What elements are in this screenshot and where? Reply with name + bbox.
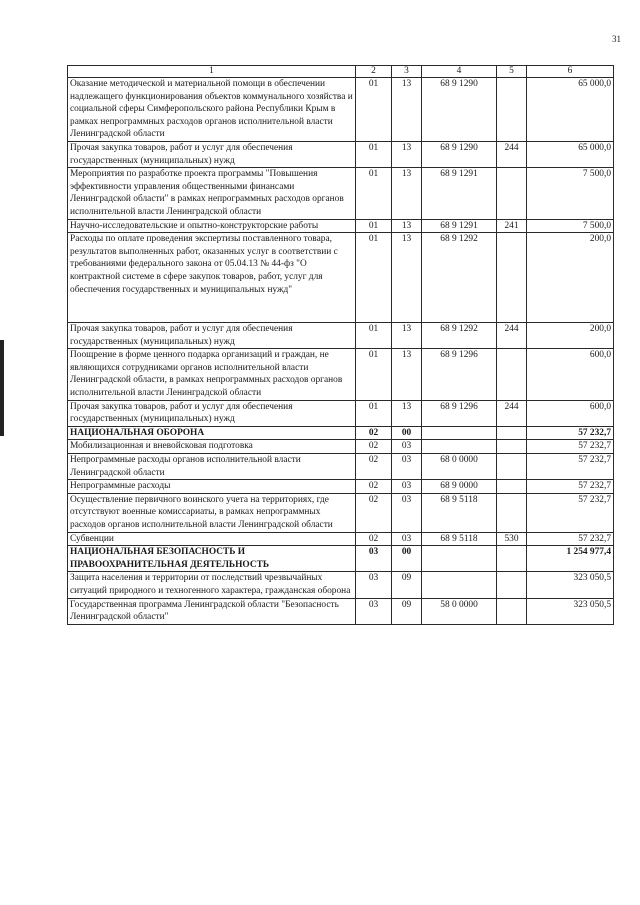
amount: 7 500,0 <box>527 168 614 219</box>
amount: 323 050,5 <box>527 572 614 598</box>
item-name: Прочая закупка товаров, работ и услуг для обеспечения государственных (муниципальных) нужд <box>68 400 356 426</box>
amount: 57 232,7 <box>527 454 614 480</box>
subsection-code: 09 <box>392 598 422 624</box>
subsection-code: 13 <box>392 233 422 323</box>
section-code: 01 <box>356 141 392 167</box>
expense-type-code <box>497 546 527 572</box>
table-row <box>68 493 614 532</box>
section-code: 02 <box>356 426 392 440</box>
subsection-code: 03 <box>392 440 422 454</box>
expense-type-code <box>497 349 527 400</box>
section-code: 01 <box>356 233 392 323</box>
expense-type-code: 241 <box>497 219 527 233</box>
section-code: 01 <box>356 349 392 400</box>
amount: 600,0 <box>527 349 614 400</box>
expense-type-code <box>497 493 527 532</box>
target-article-code: 68 9 1291 <box>422 168 497 219</box>
item-name: Непрограммные расходы <box>68 480 356 494</box>
subsection-code: 13 <box>392 168 422 219</box>
section-code: 02 <box>356 493 392 532</box>
amount: 7 500,0 <box>527 219 614 233</box>
target-article-code: 68 9 1290 <box>422 78 497 142</box>
expense-type-code <box>497 454 527 480</box>
expense-type-code <box>497 233 527 323</box>
subsection-code: 13 <box>392 349 422 400</box>
item-name: Защита населения и территории от последствий чрезвычайных ситуаций природного и техногенного характера, гражданская оборона <box>68 572 356 598</box>
target-article-code <box>422 572 497 598</box>
target-article-code: 68 9 5118 <box>422 493 497 532</box>
table-row <box>68 78 614 142</box>
target-article-code: 68 0 0000 <box>422 454 497 480</box>
table-row <box>68 440 614 454</box>
table-row <box>68 532 614 546</box>
page-number: 31 <box>612 34 621 44</box>
expense-type-code: 244 <box>497 141 527 167</box>
expense-type-code <box>497 480 527 494</box>
header-cell-1: 1 <box>68 66 356 78</box>
table-row <box>68 349 614 400</box>
subsection-code: 09 <box>392 572 422 598</box>
table-row <box>68 400 614 426</box>
table-row <box>68 219 614 233</box>
header-cell-6: 6 <box>527 66 614 78</box>
target-article-code: 68 9 1292 <box>422 233 497 323</box>
section-code: 03 <box>356 572 392 598</box>
section-code: 01 <box>356 219 392 233</box>
table-row <box>68 480 614 494</box>
section-code: 03 <box>356 598 392 624</box>
item-name: НАЦИОНАЛЬНАЯ БЕЗОПАСНОСТЬ И ПРАВООХРАНИТЕЛЬНАЯ ДЕЯТЕЛЬНОСТЬ <box>68 546 356 572</box>
subsection-code: 03 <box>392 532 422 546</box>
subsection-code: 13 <box>392 141 422 167</box>
section-code: 02 <box>356 440 392 454</box>
amount: 600,0 <box>527 400 614 426</box>
amount: 57 232,7 <box>527 426 614 440</box>
header-cell-2: 2 <box>356 66 392 78</box>
expense-type-code: 530 <box>497 532 527 546</box>
amount: 65 000,0 <box>527 78 614 142</box>
item-name: Научно-исследовательские и опытно-конструкторские работы <box>68 219 356 233</box>
section-code: 02 <box>356 480 392 494</box>
header-cell-5: 5 <box>497 66 527 78</box>
expense-type-code <box>497 78 527 142</box>
expense-type-code: 244 <box>497 323 527 349</box>
subsection-code: 13 <box>392 400 422 426</box>
subsection-code: 03 <box>392 493 422 532</box>
section-code: 01 <box>356 78 392 142</box>
section-code: 02 <box>356 532 392 546</box>
target-article-code <box>422 546 497 572</box>
header-cell-3: 3 <box>392 66 422 78</box>
item-name: Мобилизационная и вневойсковая подготовка <box>68 440 356 454</box>
amount: 65 000,0 <box>527 141 614 167</box>
expense-type-code <box>497 572 527 598</box>
expense-type-code <box>497 168 527 219</box>
table-row <box>68 454 614 480</box>
expense-type-code <box>497 426 527 440</box>
header-cell-4: 4 <box>422 66 497 78</box>
target-article-code <box>422 426 497 440</box>
item-name: Оказание методической и материальной помощи в обеспечении надлежащего функционирования объектов коммунального хозяйства и социальной сферы Симферопольского района Республики Крым в рамках непрограммных расходов органов исполнительной власти Ленинградской области <box>68 78 356 142</box>
table-row <box>68 426 614 440</box>
section-code: 03 <box>356 546 392 572</box>
target-article-code: 68 9 1291 <box>422 219 497 233</box>
amount: 200,0 <box>527 233 614 323</box>
expense-type-code: 244 <box>497 400 527 426</box>
target-article-code: 68 9 0000 <box>422 480 497 494</box>
target-article-code: 68 9 1296 <box>422 400 497 426</box>
target-article-code: 58 0 0000 <box>422 598 497 624</box>
target-article-code: 68 9 5118 <box>422 532 497 546</box>
target-article-code: 68 9 1292 <box>422 323 497 349</box>
scan-edge-mark <box>0 340 4 436</box>
amount: 57 232,7 <box>527 480 614 494</box>
item-name: Расходы по оплате проведения экспертизы поставленного товара, результатов выполненных работ, оказанных услуг в соответствии с требованиями федерального закона от 05.04.13 № 44-фз "О контрактной системе в сфере закупок товаров, работ, услуг для обеспечения государственных и муниципальных нужд" <box>68 233 356 323</box>
item-name: Осуществление первичного воинского учета на территориях, где отсутствуют военные комиссариаты, в рамках непрограммных расходов органов исполнительной власти Ленинградской области <box>68 493 356 532</box>
table-row <box>68 598 614 624</box>
amount: 1 254 977,4 <box>527 546 614 572</box>
target-article-code: 68 9 1290 <box>422 141 497 167</box>
item-name: Непрограммные расходы органов исполнительной власти Ленинградской области <box>68 454 356 480</box>
section-code: 02 <box>356 454 392 480</box>
item-name: Прочая закупка товаров, работ и услуг для обеспечения государственных (муниципальных) нужд <box>68 141 356 167</box>
section-code: 01 <box>356 323 392 349</box>
table-row <box>68 323 614 349</box>
subsection-code: 03 <box>392 454 422 480</box>
section-code: 01 <box>356 400 392 426</box>
expense-type-code <box>497 440 527 454</box>
amount: 200,0 <box>527 323 614 349</box>
item-name: Субвенции <box>68 532 356 546</box>
subsection-code: 00 <box>392 546 422 572</box>
table-row <box>68 233 614 323</box>
subsection-code: 03 <box>392 480 422 494</box>
amount: 323 050,5 <box>527 598 614 624</box>
section-code: 01 <box>356 168 392 219</box>
item-name: Государственная программа Ленинградской области "Безопасность Ленинградской области" <box>68 598 356 624</box>
table-row <box>68 572 614 598</box>
item-name: Мероприятия по разработке проекта программы "Повышения эффективности управления общественными финансами Ленинградской области" в рамках непрограммных расходов органов исполнительной власти Ленинградской области <box>68 168 356 219</box>
subsection-code: 13 <box>392 78 422 142</box>
table-row <box>68 141 614 167</box>
subsection-code: 13 <box>392 219 422 233</box>
amount: 57 232,7 <box>527 493 614 532</box>
budget-table <box>67 65 614 625</box>
item-name: Поощрение в форме ценного подарка организаций и граждан, не являющихся сотрудниками органов исполнительной власти Ленинградской области, в рамках непрограммных расходов органов исполнительной власти Ленинградской области <box>68 349 356 400</box>
table-row <box>68 168 614 219</box>
amount: 57 232,7 <box>527 440 614 454</box>
header-row <box>68 66 614 78</box>
table-row <box>68 546 614 572</box>
amount: 57 232,7 <box>527 532 614 546</box>
item-name: НАЦИОНАЛЬНАЯ ОБОРОНА <box>68 426 356 440</box>
item-name: Прочая закупка товаров, работ и услуг для обеспечения государственных (муниципальных) нужд <box>68 323 356 349</box>
target-article-code: 68 9 1296 <box>422 349 497 400</box>
subsection-code: 00 <box>392 426 422 440</box>
target-article-code <box>422 440 497 454</box>
expense-type-code <box>497 598 527 624</box>
subsection-code: 13 <box>392 323 422 349</box>
